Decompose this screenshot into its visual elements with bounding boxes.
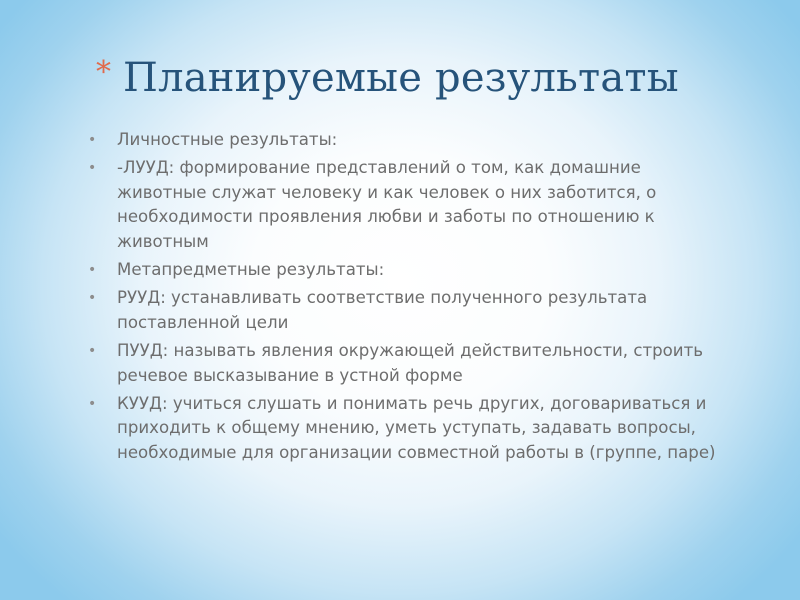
bullet-item-metasubject-results (88, 258, 728, 282)
bullet-text: РУУД: устанавливать соответствие полученного результата поставленной цели (117, 288, 648, 332)
bullet-icon: • (88, 343, 97, 360)
bullet-icon: • (88, 396, 97, 413)
bullet-item-luud (88, 156, 728, 254)
bullet-item-kuud (88, 392, 728, 465)
bullet-text: ПУУД: называть явления окружающей действительности, строить речевое высказывание в устной форме (117, 341, 704, 385)
slide-title: Планируемые результаты (123, 55, 679, 101)
bullet-item-ruud (88, 286, 728, 335)
bullet-icon: • (88, 262, 97, 279)
bullet-list (88, 128, 728, 469)
bullet-item-puud (88, 339, 728, 388)
bullet-text: -ЛУУД: формирование представлений о том, как домашние животные служат человеку и как человек о них заботится, о необходимости проявления любви и заботы по отношению к животным (117, 158, 657, 251)
bullet-item-personal-results (88, 128, 728, 152)
bullet-icon: • (88, 160, 97, 177)
bullet-icon: • (88, 132, 97, 148)
title-asterisk-marker: * (96, 55, 111, 90)
bullet-icon: • (88, 290, 97, 307)
bullet-text: Метапредметные результаты: (117, 260, 385, 280)
bullet-text: КУУД: учиться слушать и понимать речь других, договариваться и приходить к общему мнению, уметь уступать, задавать вопросы, необходимые для организации совместной работы в (группе, паре) (117, 394, 716, 462)
bullet-text: Личностные результаты: (117, 130, 338, 149)
title-row (96, 52, 679, 104)
